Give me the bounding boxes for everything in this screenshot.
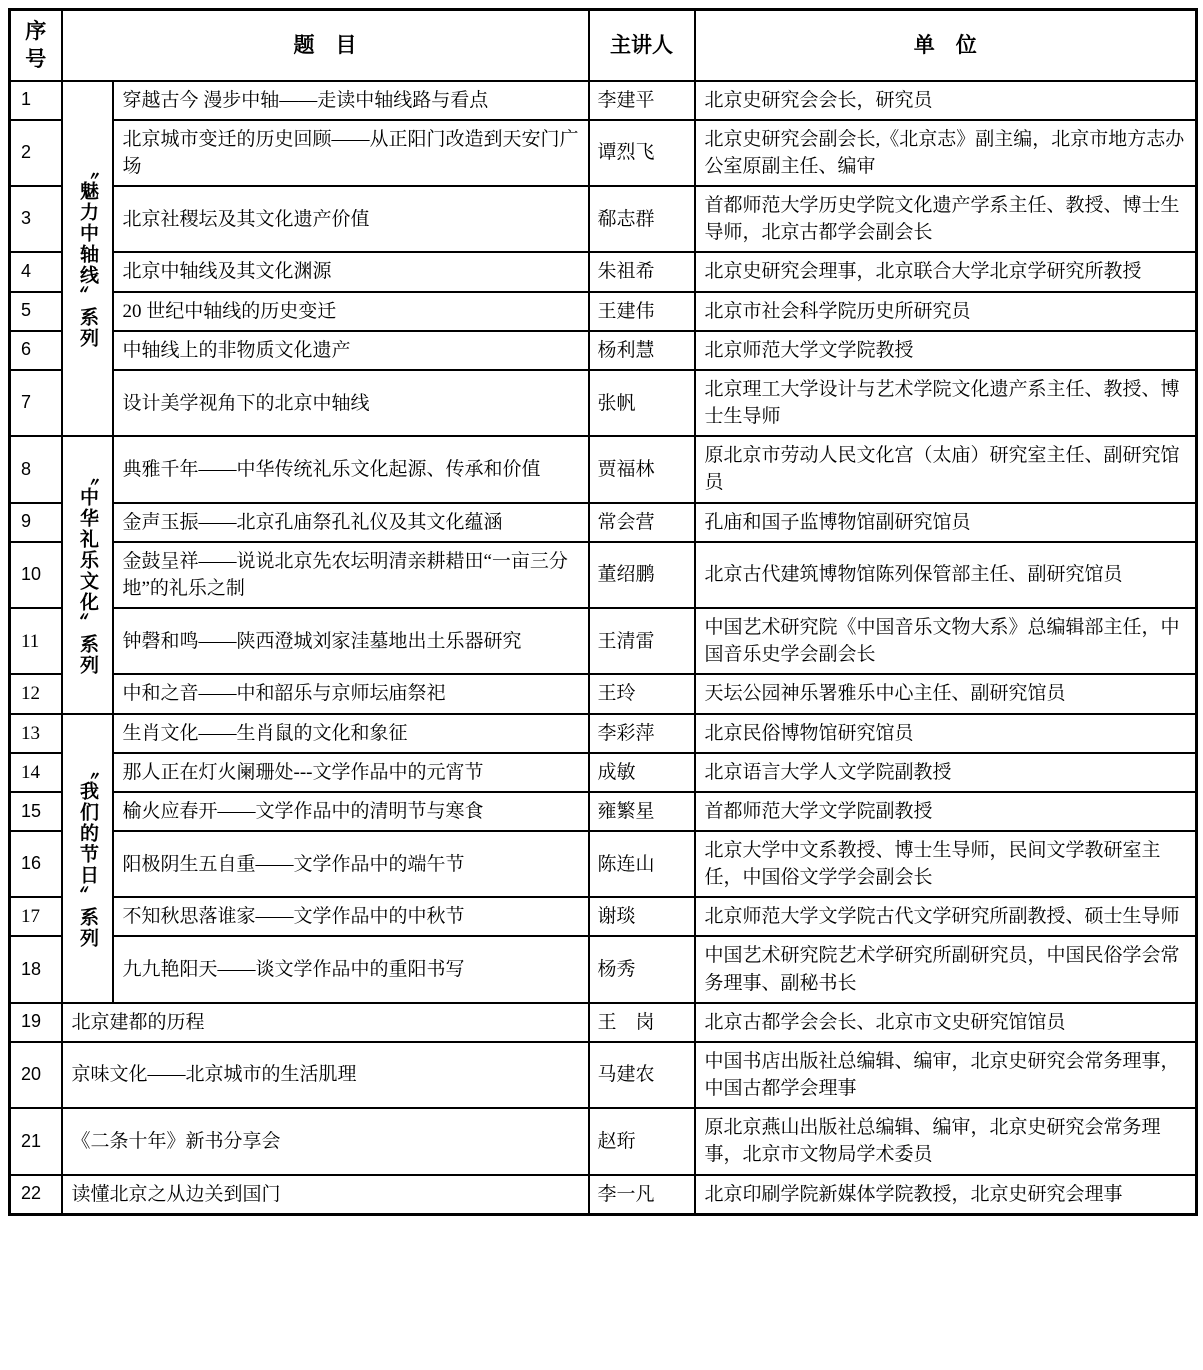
table-row [10, 503, 1197, 542]
row-number-cell: 4 [10, 252, 62, 291]
unit-cell: 中国艺术研究院艺术学研究所副研究员，中国民俗学会常务理事、副秘书长 [695, 936, 1197, 1002]
unit-cell: 北京印刷学院新媒体学院教授，北京史研究会理事 [695, 1175, 1197, 1215]
row-number-cell: 2 [10, 120, 62, 186]
unit-cell: 北京师范大学文学院教授 [695, 331, 1197, 370]
table-row [10, 331, 1197, 370]
table-row [10, 714, 1197, 753]
header-title: 题 目 [62, 10, 589, 81]
unit-cell: 中国艺术研究院《中国音乐文物大系》总编辑部主任，中国音乐史学会副会长 [695, 608, 1197, 674]
row-number-cell: 22 [10, 1175, 62, 1215]
header-unit: 单 位 [695, 10, 1197, 81]
unit-cell: 天坛公园神乐署雅乐中心主任、副研究馆员 [695, 674, 1197, 713]
unit-cell: 孔庙和国子监博物馆副研究馆员 [695, 503, 1197, 542]
row-number-cell: 9 [10, 503, 62, 542]
title-cell: 设计美学视角下的北京中轴线 [113, 370, 589, 436]
title-cell: 典雅千年——中华传统礼乐文化起源、传承和价值 [113, 436, 589, 502]
speaker-cell: 成敏 [589, 753, 695, 792]
speaker-cell: 陈连山 [589, 831, 695, 897]
speaker-cell: 谢琰 [589, 897, 695, 936]
table-row [10, 608, 1197, 674]
table-row [10, 370, 1197, 436]
table-row [10, 753, 1197, 792]
title-cell: 中和之音——中和韶乐与京师坛庙祭祀 [113, 674, 589, 713]
unit-cell: 北京民俗博物馆研究馆员 [695, 714, 1197, 753]
speaker-cell: 赵珩 [589, 1108, 695, 1174]
speaker-cell: 朱祖希 [589, 252, 695, 291]
title-cell: 九九艳阳天——谈文学作品中的重阳书写 [113, 936, 589, 1002]
speaker-cell: 李一凡 [589, 1175, 695, 1215]
row-number-cell: 5 [10, 292, 62, 331]
row-number-cell: 19 [10, 1003, 62, 1042]
title-cell: 读懂北京之从边关到国门 [62, 1175, 589, 1215]
row-number-cell: 17 [10, 897, 62, 936]
unit-cell: 北京市社会科学院历史所研究员 [695, 292, 1197, 331]
unit-cell: 北京史研究会理事，北京联合大学北京学研究所教授 [695, 252, 1197, 291]
speaker-cell: 杨秀 [589, 936, 695, 1002]
speaker-cell: 贾福林 [589, 436, 695, 502]
title-cell: 钟磬和鸣——陕西澄城刘家洼墓地出土乐器研究 [113, 608, 589, 674]
speaker-cell: 王 岗 [589, 1003, 695, 1042]
title-cell: 那人正在灯火阑珊处---文学作品中的元宵节 [113, 753, 589, 792]
series-group-label: 〝魅力中轴线〟系列 [76, 159, 98, 349]
table-row [10, 1003, 1197, 1042]
title-cell: 榆火应春开——文学作品中的清明节与寒食 [113, 792, 589, 831]
table-row [10, 81, 1197, 120]
unit-cell: 原北京市劳动人民文化宫（太庙）研究室主任、副研究馆员 [695, 436, 1197, 502]
table-row [10, 542, 1197, 608]
table-row [10, 674, 1197, 713]
title-cell: 20 世纪中轴线的历史变迁 [113, 292, 589, 331]
speaker-cell: 常会营 [589, 503, 695, 542]
header-speaker: 主讲人 [589, 10, 695, 81]
row-number-cell: 12 [10, 674, 62, 713]
row-number-cell: 14 [10, 753, 62, 792]
unit-cell: 北京古都学会会长、北京市文史研究馆馆员 [695, 1003, 1197, 1042]
unit-cell: 北京史研究会会长，研究员 [695, 81, 1197, 120]
unit-cell: 中国书店出版社总编辑、编审，北京史研究会常务理事，中国古都学会理事 [695, 1042, 1197, 1108]
title-cell: 阳极阴生五自重——文学作品中的端午节 [113, 831, 589, 897]
unit-cell: 原北京燕山出版社总编辑、编审，北京史研究会常务理事，北京市文物局学术委员 [695, 1108, 1197, 1174]
speaker-cell: 张帆 [589, 370, 695, 436]
series-group-label: 〝中华礼乐文化〟系列 [76, 465, 98, 676]
unit-cell: 北京语言大学人文学院副教授 [695, 753, 1197, 792]
title-cell: 《二条十年》新书分享会 [62, 1108, 589, 1174]
table-row [10, 252, 1197, 291]
series-group-cell [62, 81, 113, 437]
title-cell: 北京社稷坛及其文化遗产价值 [113, 186, 589, 252]
unit-cell: 北京师范大学文学院古代文学研究所副教授、硕士生导师 [695, 897, 1197, 936]
lecture-table-body [10, 81, 1197, 1215]
title-cell: 京味文化——北京城市的生活肌理 [62, 1042, 589, 1108]
row-number-cell: 10 [10, 542, 62, 608]
title-cell: 中轴线上的非物质文化遗产 [113, 331, 589, 370]
title-cell: 穿越古今 漫步中轴——走读中轴线路与看点 [113, 81, 589, 120]
row-number-cell: 11 [10, 608, 62, 674]
row-number-cell: 1 [10, 81, 62, 120]
row-number-cell: 8 [10, 436, 62, 502]
header-number: 序号 [10, 10, 62, 81]
unit-cell: 北京古代建筑博物馆陈列保管部主任、副研究馆员 [695, 542, 1197, 608]
row-number-cell: 20 [10, 1042, 62, 1108]
title-cell: 北京中轴线及其文化渊源 [113, 252, 589, 291]
table-row [10, 1175, 1197, 1215]
header-row [10, 10, 1197, 81]
row-number-cell: 16 [10, 831, 62, 897]
speaker-cell: 郗志群 [589, 186, 695, 252]
speaker-cell: 杨利慧 [589, 331, 695, 370]
table-row [10, 831, 1197, 897]
table-row [10, 186, 1197, 252]
table-row [10, 792, 1197, 831]
series-group-cell [62, 714, 113, 1003]
unit-cell: 北京史研究会副会长,《北京志》副主编，北京市地方志办公室原副主任、编审 [695, 120, 1197, 186]
speaker-cell: 马建农 [589, 1042, 695, 1108]
lecture-schedule-table [8, 8, 1198, 1216]
unit-cell: 首都师范大学历史学院文化遗产学系主任、教授、博士生导师，北京古都学会副会长 [695, 186, 1197, 252]
unit-cell: 首都师范大学文学院副教授 [695, 792, 1197, 831]
speaker-cell: 李建平 [589, 81, 695, 120]
table-row [10, 292, 1197, 331]
series-group-label: 〝我们的节日〟系列 [76, 759, 98, 949]
title-cell: 生肖文化——生肖鼠的文化和象征 [113, 714, 589, 753]
table-row [10, 897, 1197, 936]
speaker-cell: 王清雷 [589, 608, 695, 674]
speaker-cell: 董绍鹏 [589, 542, 695, 608]
speaker-cell: 李彩萍 [589, 714, 695, 753]
table-row [10, 936, 1197, 1002]
title-cell: 不知秋思落谁家——文学作品中的中秋节 [113, 897, 589, 936]
table-row [10, 120, 1197, 186]
series-group-cell [62, 436, 113, 713]
row-number-cell: 18 [10, 936, 62, 1002]
table-row [10, 1042, 1197, 1108]
row-number-cell: 21 [10, 1108, 62, 1174]
title-cell: 北京城市变迁的历史回顾——从正阳门改造到天安门广场 [113, 120, 589, 186]
row-number-cell: 6 [10, 331, 62, 370]
title-cell: 北京建都的历程 [62, 1003, 589, 1042]
table-row [10, 1108, 1197, 1174]
title-cell: 金鼓呈祥——说说北京先农坛明清亲耕耤田“一亩三分地”的礼乐之制 [113, 542, 589, 608]
row-number-cell: 7 [10, 370, 62, 436]
row-number-cell: 13 [10, 714, 62, 753]
speaker-cell: 谭烈飞 [589, 120, 695, 186]
row-number-cell: 15 [10, 792, 62, 831]
table-row [10, 436, 1197, 502]
unit-cell: 北京理工大学设计与艺术学院文化遗产系主任、教授、博士生导师 [695, 370, 1197, 436]
speaker-cell: 王玲 [589, 674, 695, 713]
row-number-cell: 3 [10, 186, 62, 252]
speaker-cell: 王建伟 [589, 292, 695, 331]
speaker-cell: 雍繁星 [589, 792, 695, 831]
title-cell: 金声玉振——北京孔庙祭孔礼仪及其文化蕴涵 [113, 503, 589, 542]
unit-cell: 北京大学中文系教授、博士生导师，民间文学教研室主任，中国俗文学学会副会长 [695, 831, 1197, 897]
